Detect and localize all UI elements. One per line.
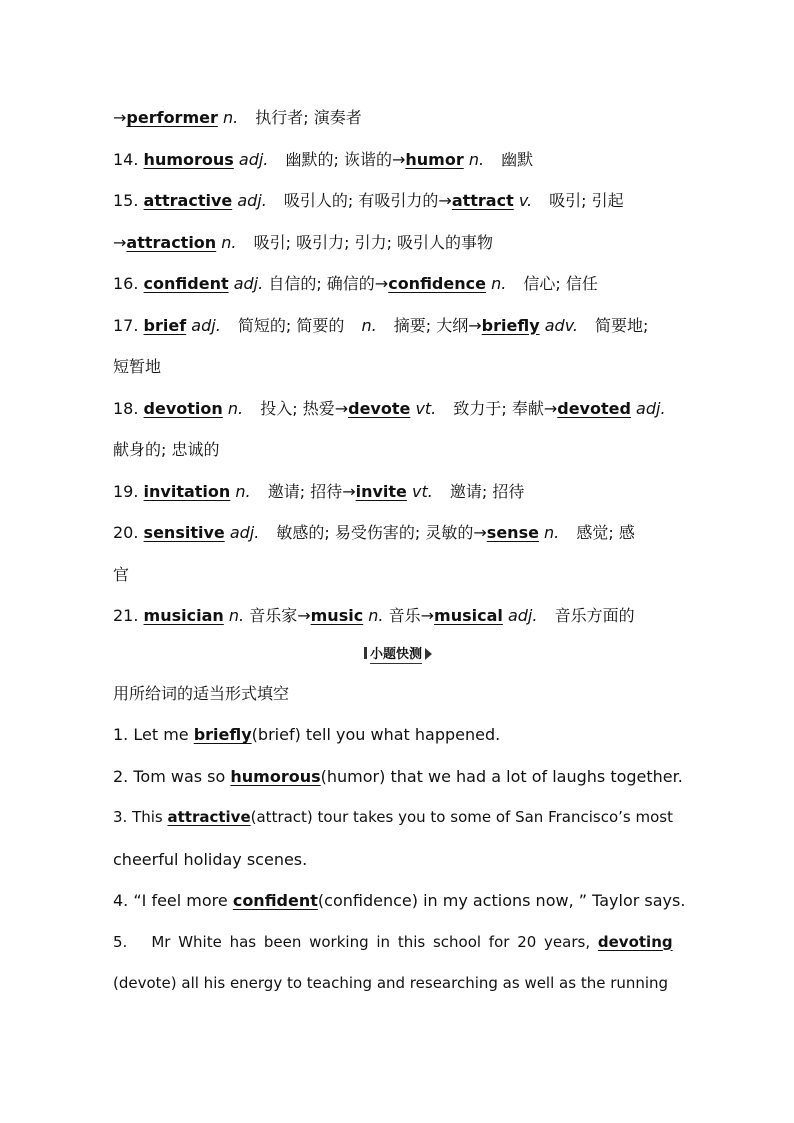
meaning: 吸引; 引起 (549, 191, 624, 210)
arrow: → (473, 523, 487, 542)
meaning: 致力于; 奉献 (453, 398, 544, 418)
meaning: 音乐家 (249, 606, 298, 625)
meaning: 感觉; 感 (576, 523, 635, 542)
meaning: 邀请; 招待 (449, 481, 525, 501)
answer-word: brief (143, 315, 187, 335)
heading-bar-icon (364, 647, 367, 659)
meaning: 邀请; 招待 (267, 481, 343, 501)
meaning: 执行者; 演奏者 (255, 108, 362, 127)
meaning: 简要地; (595, 315, 649, 335)
triangle-right-icon (425, 648, 432, 660)
vocab-item-21 (113, 595, 683, 637)
exercise-text: (brief) tell you what happened. (251, 725, 501, 744)
exercise-text: 1. Let me (113, 725, 194, 744)
meaning: 投入; 热爱 (260, 398, 335, 418)
part-of-speech: adj. (233, 274, 264, 293)
part-of-speech: adj. (238, 149, 269, 169)
exercise-text: 3. This (113, 808, 168, 826)
meaning: 自信的; 确信的 (268, 274, 375, 293)
answer-word: briefly (193, 725, 252, 744)
vocab-item-19 (113, 471, 683, 513)
arrow: → (297, 606, 311, 625)
part-of-speech: n. (468, 149, 485, 169)
exercise-3-continuation: cheerful holiday scenes. (113, 849, 308, 869)
item-number: 5. (113, 932, 128, 951)
item-number: 19. (113, 481, 139, 501)
exercise-text: 2. Tom was so (113, 766, 231, 786)
exercise-2 (113, 756, 683, 798)
exercise-3 (113, 797, 683, 839)
item-number: 15. (113, 191, 139, 210)
answer-word: attract (451, 191, 514, 210)
part-of-speech: adj. (507, 606, 538, 625)
meaning: 吸引; 吸引力; 引力; 吸引人的事物 (253, 232, 494, 252)
meaning: 吸引人的; 有吸引力的 (283, 191, 439, 210)
answer-word: humorous (143, 149, 234, 169)
part-of-speech: n. (361, 315, 377, 335)
arrow: → (391, 149, 406, 169)
item-number: 21. (113, 606, 139, 625)
part-of-speech: n. (222, 108, 239, 127)
part-of-speech: n. (221, 232, 237, 252)
exercise-text: (confidence) in my actions now, ” Taylor says. (317, 891, 686, 910)
answer-word: devotion (143, 398, 223, 418)
part-of-speech: n. (227, 398, 244, 418)
arrow: → (334, 398, 349, 418)
answer-word: invitation (143, 481, 231, 501)
vocab-item-15 (113, 180, 683, 222)
answer-word: confident (232, 891, 318, 910)
vocab-item-16 (113, 263, 683, 305)
exercise-5 (113, 922, 683, 964)
meaning: 幽默 (501, 149, 534, 169)
arrow: → (113, 108, 127, 127)
arrow: → (438, 191, 452, 210)
item-number: 14. (113, 149, 139, 169)
exercise-5-continuation: (devote) all his energy to teaching and researching as well as the running (113, 974, 669, 992)
answer-word: devote (348, 398, 411, 418)
section-title: 小题快测 (369, 646, 422, 662)
vocab-item-20 (113, 512, 683, 554)
part-of-speech: n. (491, 274, 507, 293)
part-of-speech: n. (544, 523, 560, 542)
part-of-speech: vt. (415, 398, 437, 418)
part-of-speech: adj. (636, 398, 666, 418)
vocab-item-14 (113, 139, 683, 181)
meaning: 幽默的; 诙谐的 (285, 149, 392, 169)
part-of-speech: n. (368, 606, 384, 625)
answer-word: devoted (557, 398, 631, 418)
part-of-speech: adj. (191, 315, 221, 335)
answer-word: musician (143, 606, 224, 625)
item-number: 16. (113, 274, 139, 293)
answer-word: confident (143, 274, 229, 293)
answer-word: sensitive (143, 523, 225, 542)
item-number: 17. (113, 315, 139, 335)
answer-word: invite (355, 481, 407, 501)
exercise-text: (attract) tour takes you to some of San Francisco’s most (250, 808, 673, 826)
answer-word: performer (126, 108, 218, 127)
answer-word: music (310, 606, 364, 625)
exercise-1 (113, 714, 683, 756)
exercise-4 (113, 880, 686, 922)
meaning: 敏感的; 易受伤害的; 灵敏的 (276, 523, 474, 542)
exercise-text: (humor) that we had a lot of laughs together. (320, 766, 683, 786)
answer-word: confidence (388, 274, 486, 293)
vocab-item-17 (113, 305, 683, 347)
part-of-speech: n. (228, 606, 245, 625)
arrow: → (543, 398, 558, 418)
part-of-speech: n. (235, 481, 251, 501)
meaning: 音乐方面的 (554, 606, 635, 625)
answer-word: briefly (481, 315, 540, 335)
section-heading (113, 637, 683, 673)
arrow: → (374, 274, 389, 293)
vocab-line-performer (113, 97, 683, 139)
answer-word: attractive (143, 191, 233, 210)
answer-word: sense (486, 523, 539, 542)
arrow: → (468, 315, 482, 335)
part-of-speech: vt. (412, 481, 433, 501)
answer-word: devoting (597, 932, 673, 951)
meaning: 摘要; 大纲 (393, 315, 469, 335)
vocab-continuation: 献身的; 忠诚的 (113, 440, 220, 459)
arrow: → (342, 481, 356, 501)
part-of-speech: v. (518, 191, 533, 210)
vocab-item-18 (113, 388, 683, 430)
arrow: → (113, 232, 127, 252)
item-number: 18. (113, 398, 139, 418)
answer-word: humor (405, 149, 464, 169)
answer-word: musical (434, 606, 503, 625)
exercise-text: Mr White has been working in this school for 20 years, (151, 932, 591, 951)
answer-word: attractive (167, 808, 251, 826)
item-number: 20. (113, 523, 139, 542)
vocab-line-attraction (113, 222, 683, 264)
part-of-speech: adj. (229, 523, 260, 542)
arrow: → (420, 606, 435, 625)
vocab-continuation: 短暂地 (113, 357, 162, 376)
document-page (113, 97, 686, 1005)
answer-word: humorous (230, 766, 321, 786)
meaning: 简短的; 简要的 (237, 315, 345, 335)
answer-word: attraction (126, 232, 217, 252)
part-of-speech: adj. (237, 191, 267, 210)
part-of-speech: adv. (544, 315, 578, 335)
instruction: 用所给词的适当形式填空 (113, 683, 290, 703)
meaning: 信心; 信任 (523, 274, 598, 293)
exercise-text: 4. “I feel more (113, 891, 233, 910)
vocab-continuation: 官 (113, 564, 130, 584)
meaning: 音乐 (388, 606, 421, 625)
